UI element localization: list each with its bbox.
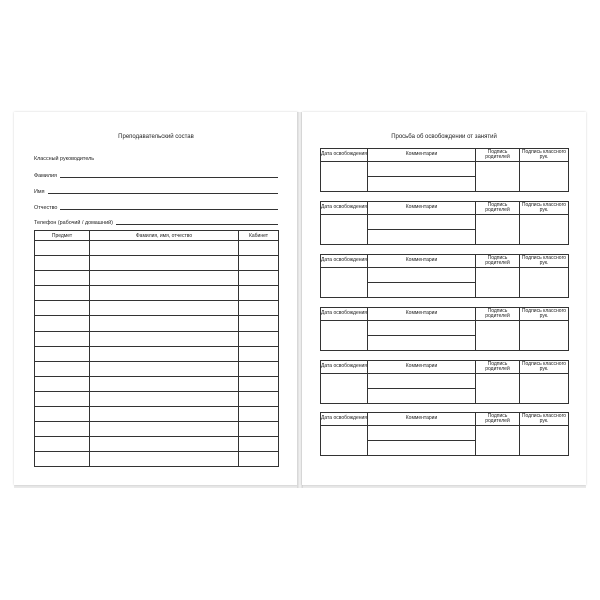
parents-signature-cell[interactable] bbox=[476, 374, 520, 404]
release-request-block bbox=[320, 412, 569, 456]
subject-cell[interactable] bbox=[35, 301, 90, 316]
table-row bbox=[35, 316, 279, 331]
subject-header: Предмет bbox=[35, 231, 90, 241]
right-page bbox=[302, 112, 586, 485]
parents-signature-cell[interactable] bbox=[476, 321, 520, 351]
release-date-cell[interactable] bbox=[321, 374, 368, 404]
release-date-cell[interactable] bbox=[321, 162, 368, 192]
release-request-block bbox=[320, 148, 569, 192]
release-date-cell[interactable] bbox=[321, 321, 368, 351]
release-request-block bbox=[320, 254, 569, 298]
class-teacher-signature-header: Подпись классного рук. bbox=[520, 361, 569, 374]
parents-signature-cell[interactable] bbox=[476, 162, 520, 192]
teachers-table bbox=[34, 230, 279, 467]
room-cell[interactable] bbox=[239, 376, 279, 391]
subject-cell[interactable] bbox=[35, 286, 90, 301]
table-row bbox=[35, 241, 279, 256]
subject-cell[interactable] bbox=[35, 452, 90, 467]
release-date-header: Дата освобождения bbox=[321, 255, 368, 268]
table-row bbox=[35, 437, 279, 452]
comments-header: Комментарии bbox=[368, 255, 476, 268]
full-name-cell[interactable] bbox=[90, 452, 239, 467]
field-label: Отчество bbox=[34, 205, 58, 211]
table-row bbox=[321, 268, 569, 298]
full-name-cell[interactable] bbox=[90, 391, 239, 406]
comments-cell[interactable] bbox=[368, 215, 476, 245]
full-name-cell[interactable] bbox=[90, 331, 239, 346]
phone-field[interactable] bbox=[34, 217, 278, 226]
room-cell[interactable] bbox=[239, 346, 279, 361]
room-cell[interactable] bbox=[239, 361, 279, 376]
parents-signature-header: Подпись родителей bbox=[476, 413, 520, 426]
table-row bbox=[35, 286, 279, 301]
field-label: Телефон (рабочий / домашний) bbox=[34, 220, 113, 226]
table-row bbox=[35, 391, 279, 406]
room-cell[interactable] bbox=[239, 407, 279, 422]
table-row bbox=[35, 346, 279, 361]
table-row bbox=[35, 271, 279, 286]
table-row bbox=[35, 361, 279, 376]
comments-header: Комментарии bbox=[368, 202, 476, 215]
field-label: Имя bbox=[34, 189, 45, 195]
subject-cell[interactable] bbox=[35, 316, 90, 331]
room-cell[interactable] bbox=[239, 286, 279, 301]
table-row bbox=[35, 301, 279, 316]
parents-signature-header: Подпись родителей bbox=[476, 308, 520, 321]
release-date-cell[interactable] bbox=[321, 426, 368, 456]
room-cell[interactable] bbox=[239, 437, 279, 452]
parents-signature-cell[interactable] bbox=[476, 426, 520, 456]
class-teacher-signature-cell[interactable] bbox=[520, 374, 569, 404]
parents-signature-header: Подпись родителей bbox=[476, 202, 520, 215]
write-line bbox=[116, 223, 278, 225]
table-row bbox=[35, 407, 279, 422]
release-request-block bbox=[320, 201, 569, 245]
class-teacher-signature-cell[interactable] bbox=[520, 215, 569, 245]
table-row bbox=[35, 376, 279, 391]
subject-cell[interactable] bbox=[35, 346, 90, 361]
subject-cell[interactable] bbox=[35, 241, 90, 256]
parents-signature-header: Подпись родителей bbox=[476, 361, 520, 374]
release-date-header: Дата освобождения bbox=[321, 413, 368, 426]
subject-cell[interactable] bbox=[35, 271, 90, 286]
release-date-header: Дата освобождения bbox=[321, 361, 368, 374]
full-name-cell[interactable] bbox=[90, 316, 239, 331]
parents-signature-header: Подпись родителей bbox=[476, 149, 520, 162]
release-date-cell[interactable] bbox=[321, 215, 368, 245]
table-row bbox=[35, 256, 279, 271]
release-request-block bbox=[320, 360, 569, 404]
write-line bbox=[48, 192, 279, 194]
room-cell[interactable] bbox=[239, 422, 279, 437]
full-name-cell[interactable] bbox=[90, 376, 239, 391]
full-name-cell[interactable] bbox=[90, 271, 239, 286]
room-cell[interactable] bbox=[239, 391, 279, 406]
release-date-header: Дата освобождения bbox=[321, 308, 368, 321]
comments-header: Комментарии bbox=[368, 413, 476, 426]
comments-cell[interactable] bbox=[368, 426, 476, 456]
subject-cell[interactable] bbox=[35, 256, 90, 271]
parents-signature-cell[interactable] bbox=[476, 215, 520, 245]
subject-cell[interactable] bbox=[35, 361, 90, 376]
field-label: Классный руководитель bbox=[34, 156, 95, 162]
full-name-cell[interactable] bbox=[90, 422, 239, 437]
class-teacher-signature-header: Подпись классного рук. bbox=[520, 413, 569, 426]
full-name-cell[interactable] bbox=[90, 346, 239, 361]
parents-signature-header: Подпись родителей bbox=[476, 255, 520, 268]
table-row bbox=[321, 374, 569, 404]
table-row bbox=[321, 321, 569, 351]
parents-signature-cell[interactable] bbox=[476, 268, 520, 298]
comments-cell[interactable] bbox=[368, 162, 476, 192]
room-cell[interactable] bbox=[239, 241, 279, 256]
full-name-cell[interactable] bbox=[90, 301, 239, 316]
full-name-cell[interactable] bbox=[90, 407, 239, 422]
release-request-block bbox=[320, 307, 569, 351]
subject-cell[interactable] bbox=[35, 437, 90, 452]
class-teacher-signature-header: Подпись классного рук. bbox=[520, 149, 569, 162]
subject-cell[interactable] bbox=[35, 422, 90, 437]
left-page bbox=[14, 112, 298, 485]
table-row bbox=[321, 215, 569, 245]
room-cell[interactable] bbox=[239, 316, 279, 331]
class-teacher-signature-cell[interactable] bbox=[520, 321, 569, 351]
subject-cell[interactable] bbox=[35, 331, 90, 346]
room-cell[interactable] bbox=[239, 452, 279, 467]
class-teacher-signature-cell[interactable] bbox=[520, 426, 569, 456]
table-row bbox=[35, 452, 279, 467]
release-date-header: Дата освобождения bbox=[321, 202, 368, 215]
surname-field[interactable] bbox=[34, 170, 278, 179]
subject-cell[interactable] bbox=[35, 391, 90, 406]
full-name-cell[interactable] bbox=[90, 256, 239, 271]
table-row bbox=[35, 422, 279, 437]
table-row bbox=[35, 331, 279, 346]
room-cell[interactable] bbox=[239, 256, 279, 271]
full-name-cell[interactable] bbox=[90, 437, 239, 452]
room-cell[interactable] bbox=[239, 271, 279, 286]
subject-cell[interactable] bbox=[35, 407, 90, 422]
full-name-header: Фамилия, имя, отчество bbox=[90, 231, 239, 241]
subject-cell[interactable] bbox=[35, 376, 90, 391]
room-header: Кабинет bbox=[239, 231, 279, 241]
class-teacher-signature-header: Подпись классного рук. bbox=[520, 308, 569, 321]
release-date-cell[interactable] bbox=[321, 268, 368, 298]
class-teacher-signature-cell[interactable] bbox=[520, 268, 569, 298]
full-name-cell[interactable] bbox=[90, 241, 239, 256]
room-cell[interactable] bbox=[239, 331, 279, 346]
comments-header: Комментарии bbox=[368, 361, 476, 374]
comments-header: Комментарии bbox=[368, 149, 476, 162]
comments-cell[interactable] bbox=[368, 268, 476, 298]
class-teacher-signature-header: Подпись классного рук. bbox=[520, 202, 569, 215]
class-teacher-signature-cell[interactable] bbox=[520, 162, 569, 192]
comments-cell[interactable] bbox=[368, 321, 476, 351]
comments-cell[interactable] bbox=[368, 374, 476, 404]
name-field[interactable] bbox=[34, 186, 278, 195]
table-row bbox=[321, 162, 569, 192]
table-row bbox=[321, 426, 569, 456]
class-teacher-field[interactable] bbox=[34, 153, 278, 162]
write-line bbox=[60, 208, 278, 210]
full-name-cell[interactable] bbox=[90, 286, 239, 301]
class-teacher-signature-header: Подпись классного рук. bbox=[520, 255, 569, 268]
field-label: Фамилия bbox=[34, 173, 57, 179]
room-cell[interactable] bbox=[239, 301, 279, 316]
full-name-cell[interactable] bbox=[90, 361, 239, 376]
release-date-header: Дата освобождения bbox=[321, 149, 368, 162]
patronymic-field[interactable] bbox=[34, 202, 278, 211]
comments-header: Комментарии bbox=[368, 308, 476, 321]
release-request-title: Просьба об освобождении от занятий bbox=[391, 134, 497, 140]
write-line bbox=[60, 176, 278, 178]
teachers-title: Преподавательский состав bbox=[118, 134, 194, 140]
